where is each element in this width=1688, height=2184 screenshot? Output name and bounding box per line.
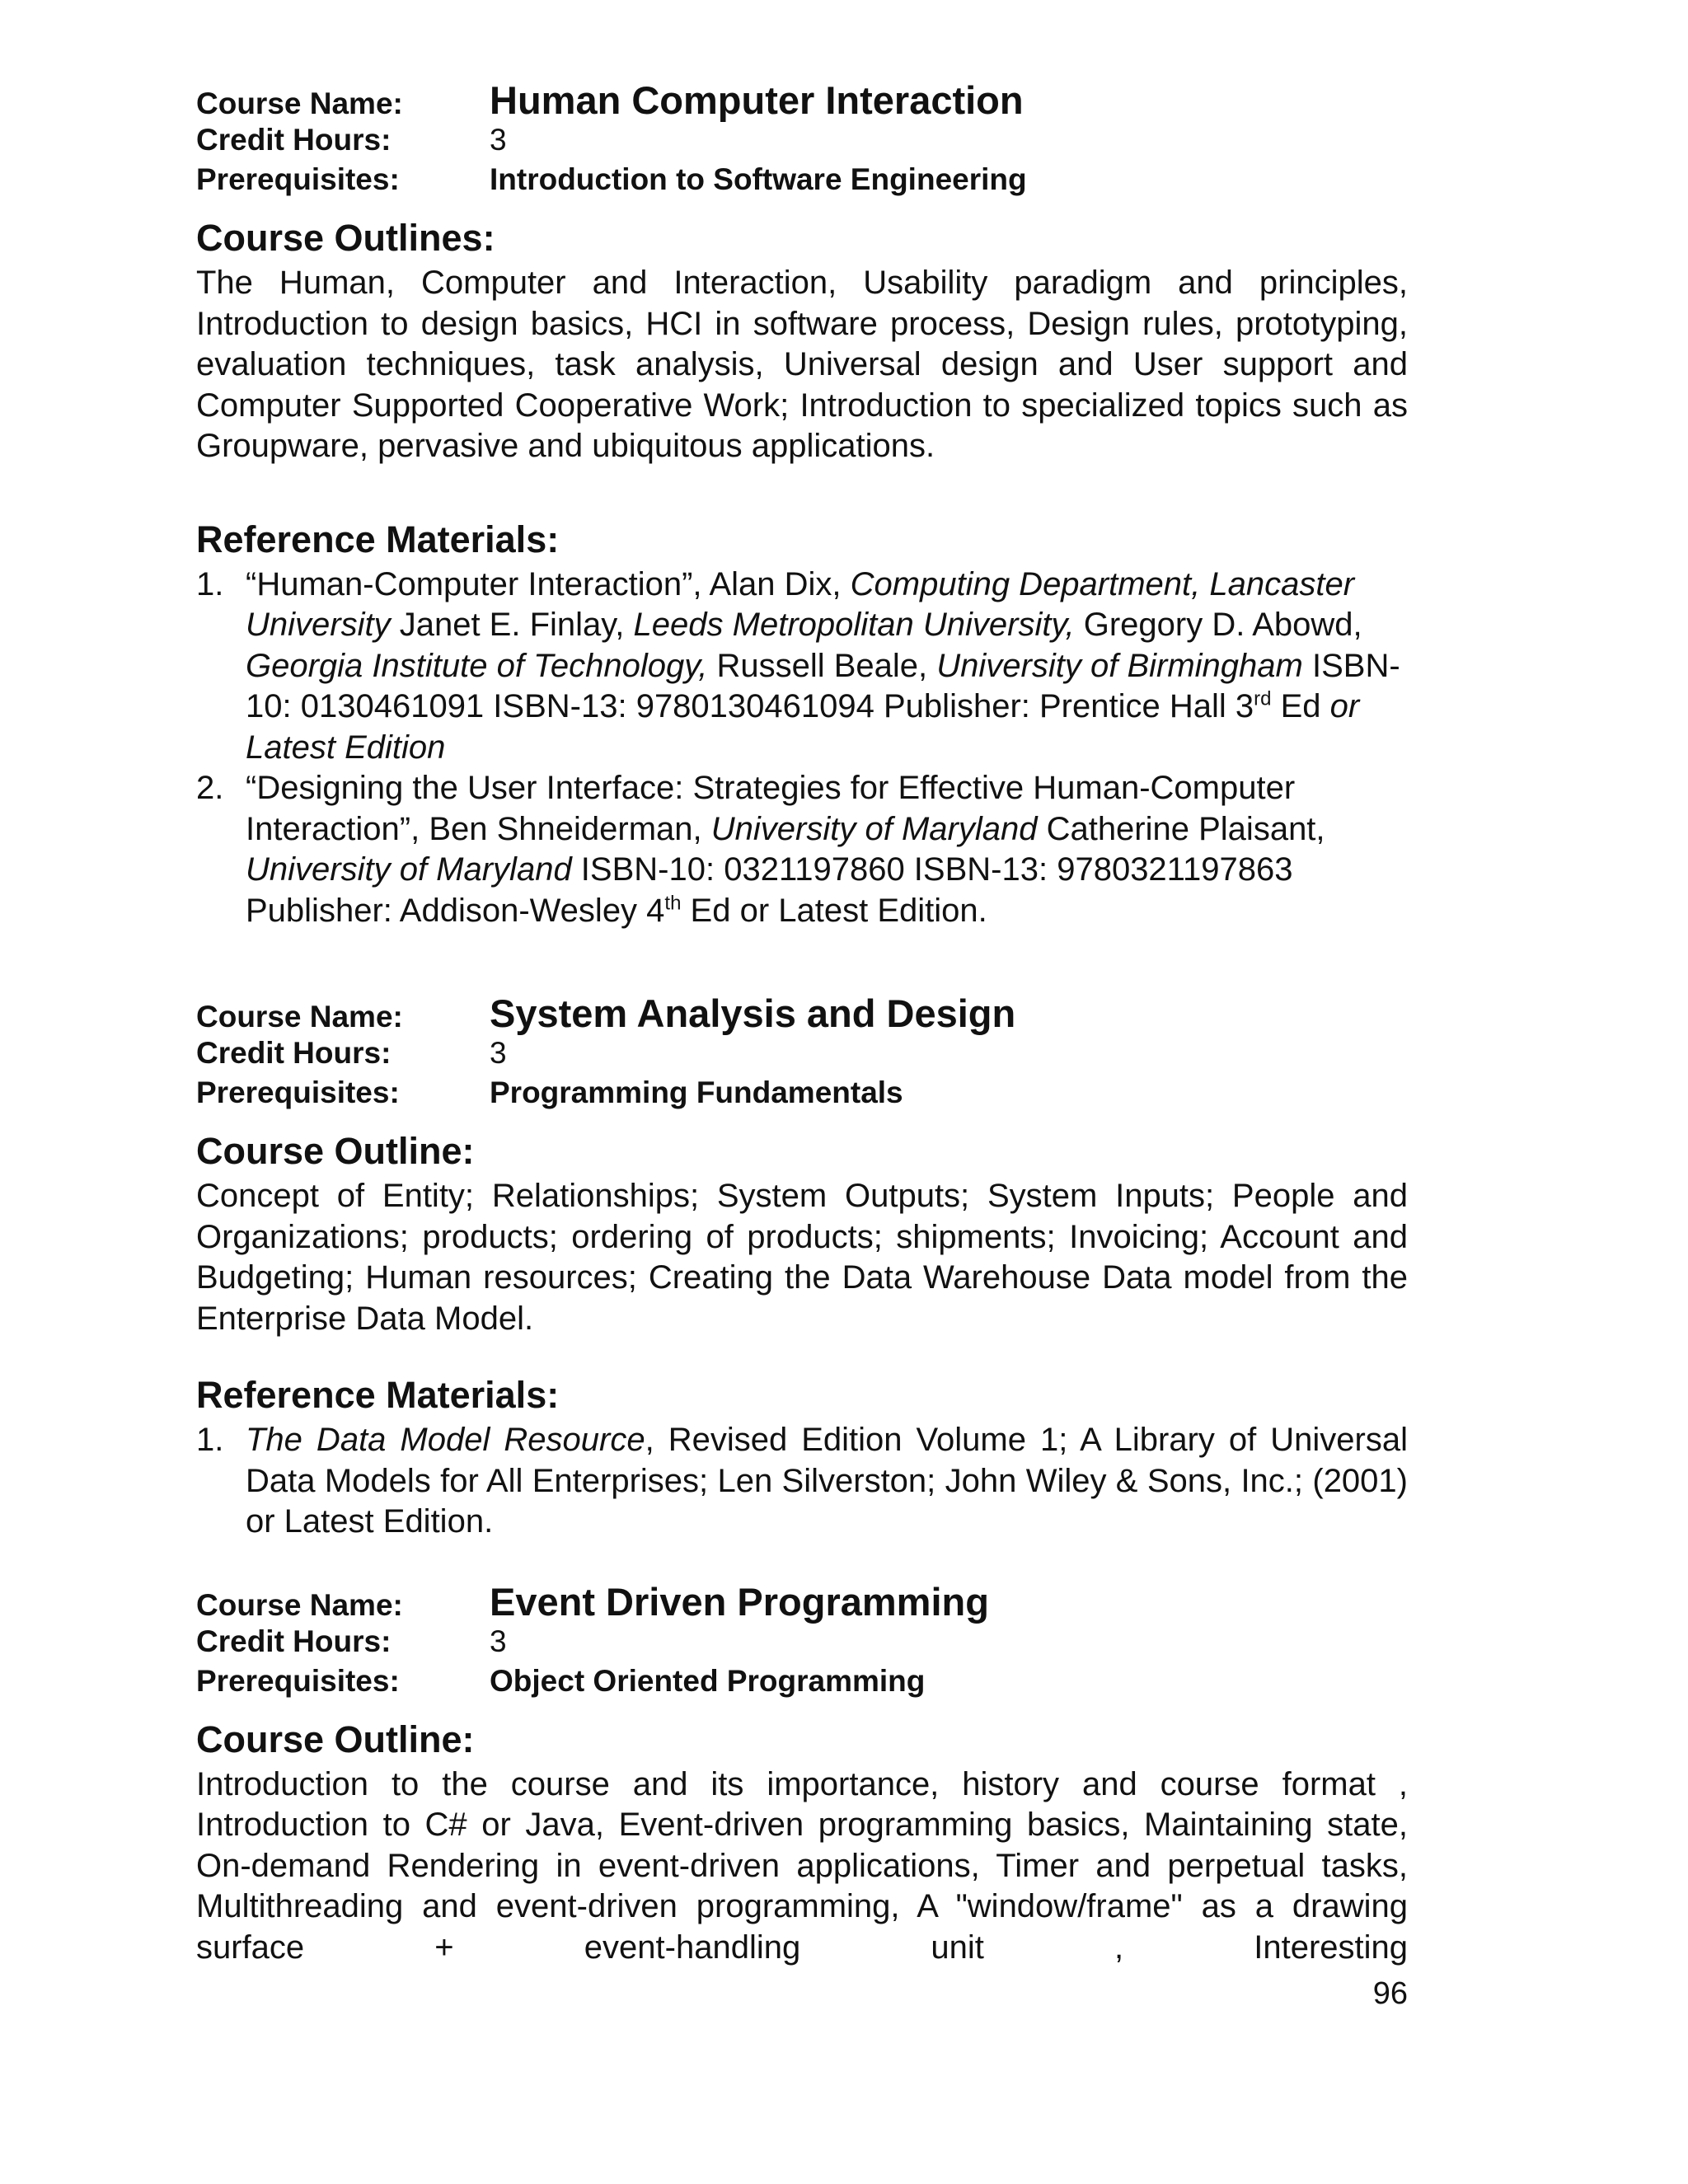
reference-italic: Georgia Institute of Technology,: [246, 647, 708, 684]
reference-materials-heading: Reference Materials:: [196, 1374, 560, 1416]
prerequisites-label: Prerequisites:: [196, 162, 400, 196]
credit-hours-label: Credit Hours:: [196, 1036, 392, 1070]
reference-italic: Computing Department, Lancaster University: [246, 565, 1355, 643]
prerequisites-value: Object Oriented Programming: [490, 1663, 926, 1698]
course-hci: [196, 77, 1408, 931]
course-name-label: Course Name:: [196, 1587, 403, 1622]
prerequisites-label: Prerequisites:: [196, 1076, 400, 1109]
reference-text: ISBN-10: 0130461091 ISBN-13: 9780130461094 Publisher: Prentice Hall 3: [246, 647, 1400, 724]
reference-text: Catherine Plaisant,: [1037, 810, 1325, 847]
reference-text: Janet E. Finlay,: [390, 607, 634, 643]
reference-number: 1.: [196, 565, 224, 602]
course-name: Human Computer Interaction: [490, 78, 1024, 122]
course-name-row: [196, 991, 1408, 1036]
reference-text: , Revised Edition Volume 1; A Library of Universal Data Models for All Enterprises; Len Silverston; John Wiley & Sons, Inc.; (2001) or Latest Edition.: [246, 1422, 1408, 1540]
course-name: Event Driven Programming: [490, 1579, 989, 1624]
ordinal-suffix: th: [664, 892, 682, 915]
reference-list: [196, 1420, 1408, 1543]
reference-text: Ed: [1271, 688, 1330, 724]
reference-italic: University of Maryland: [246, 851, 572, 888]
reference-italic: The Data Model Resource: [246, 1422, 645, 1458]
reference-italic: or Latest Edition: [246, 688, 1360, 766]
course-outline-heading: Course Outlines:: [196, 217, 495, 259]
reference-text: Ed or Latest Edition.: [681, 892, 987, 929]
credit-hours-label: Credit Hours:: [196, 123, 392, 157]
credit-hours-label: Credit Hours:: [196, 1624, 392, 1658]
reference-number: 1.: [196, 1422, 224, 1458]
reference-text: ISBN-10: 0321197860 ISBN-13: 9780321197863 Publisher: Addison-Wesley 4: [246, 851, 1293, 929]
credit-hours-value: 3: [490, 1624, 507, 1658]
prerequisites-row: [196, 1664, 1408, 1704]
prerequisites-value: Introduction to Software Engineering: [490, 162, 1027, 196]
credit-hours-row: [196, 123, 1408, 162]
course-event-driven: [196, 1579, 1408, 1969]
reference-number: 2.: [196, 770, 224, 806]
prerequisites-label: Prerequisites:: [196, 1663, 400, 1698]
course-name-label: Course Name:: [196, 87, 403, 120]
reference-text: Russell Beale,: [707, 647, 937, 684]
course-name: System Analysis and Design: [490, 991, 1016, 1035]
course-outline-text: Introduction to the course and its importance, history and course format , Introduction to C# or Java, Event-driven programming basics, Maintaining state, On-demand Rendering in event-driven applications, Timer and perpetual tasks, Multithreading and event-driven programming, A "window/frame" as a drawing surface + event-handling unit , Interesting: [196, 1765, 1408, 1966]
reference-item: [196, 565, 1408, 769]
reference-list: [196, 565, 1408, 932]
credit-hours-value: 3: [490, 123, 507, 157]
credit-hours-value: 3: [490, 1036, 507, 1070]
course-outline-heading: Course Outline:: [196, 1130, 475, 1172]
course-outline-text: The Human, Computer and Interaction, Usability paradigm and principles, Introduction to design basics, HCI in software process, Design rules, prototyping, evaluation techniques, task analysis, Universal design and User support and Computer Supported Cooperative Work; Introduction to specialized topics such as Groupware, pervasive and ubiquitous applications.: [196, 265, 1408, 464]
prerequisites-row: [196, 162, 1408, 202]
credit-hours-row: [196, 1036, 1408, 1076]
prerequisites-value: Programming Fundamentals: [490, 1076, 903, 1109]
course-name-row: [196, 1579, 1408, 1624]
reference-text: “Designing the User Interface: Strategies for Effective Human-Computer Interaction”, Ben Shneiderman,: [246, 770, 1296, 847]
course-name-label: Course Name:: [196, 1000, 403, 1033]
course-name-row: [196, 77, 1408, 123]
reference-materials-heading: Reference Materials:: [196, 518, 560, 560]
credit-hours-row: [196, 1624, 1408, 1664]
reference-item: [196, 1420, 1408, 1543]
ordinal-suffix: rd: [1254, 687, 1272, 710]
page-number: 96: [1372, 1976, 1408, 2011]
reference-text: “Human-Computer Interaction”, Alan Dix,: [246, 565, 851, 602]
reference-item: [196, 768, 1408, 931]
page-content: [196, 77, 1408, 1968]
reference-italic: University of Maryland: [710, 810, 1038, 847]
reference-italic: Leeds Metropolitan University,: [633, 607, 1075, 643]
reference-text: Gregory D. Abowd,: [1074, 607, 1362, 643]
course-outline-text: Concept of Entity; Relationships; System Outputs; System Inputs; People and Organizations; products; ordering of products; shipments; Invoicing; Account and Budgeting; Human resources; Creating the Data Warehouse Data model from the Enterprise Data Model.: [196, 1178, 1408, 1337]
course-outline-heading: Course Outline:: [196, 1718, 475, 1760]
prerequisites-row: [196, 1076, 1408, 1115]
course-system-analysis: [196, 991, 1408, 1543]
reference-italic: University of Birmingham: [936, 647, 1303, 684]
